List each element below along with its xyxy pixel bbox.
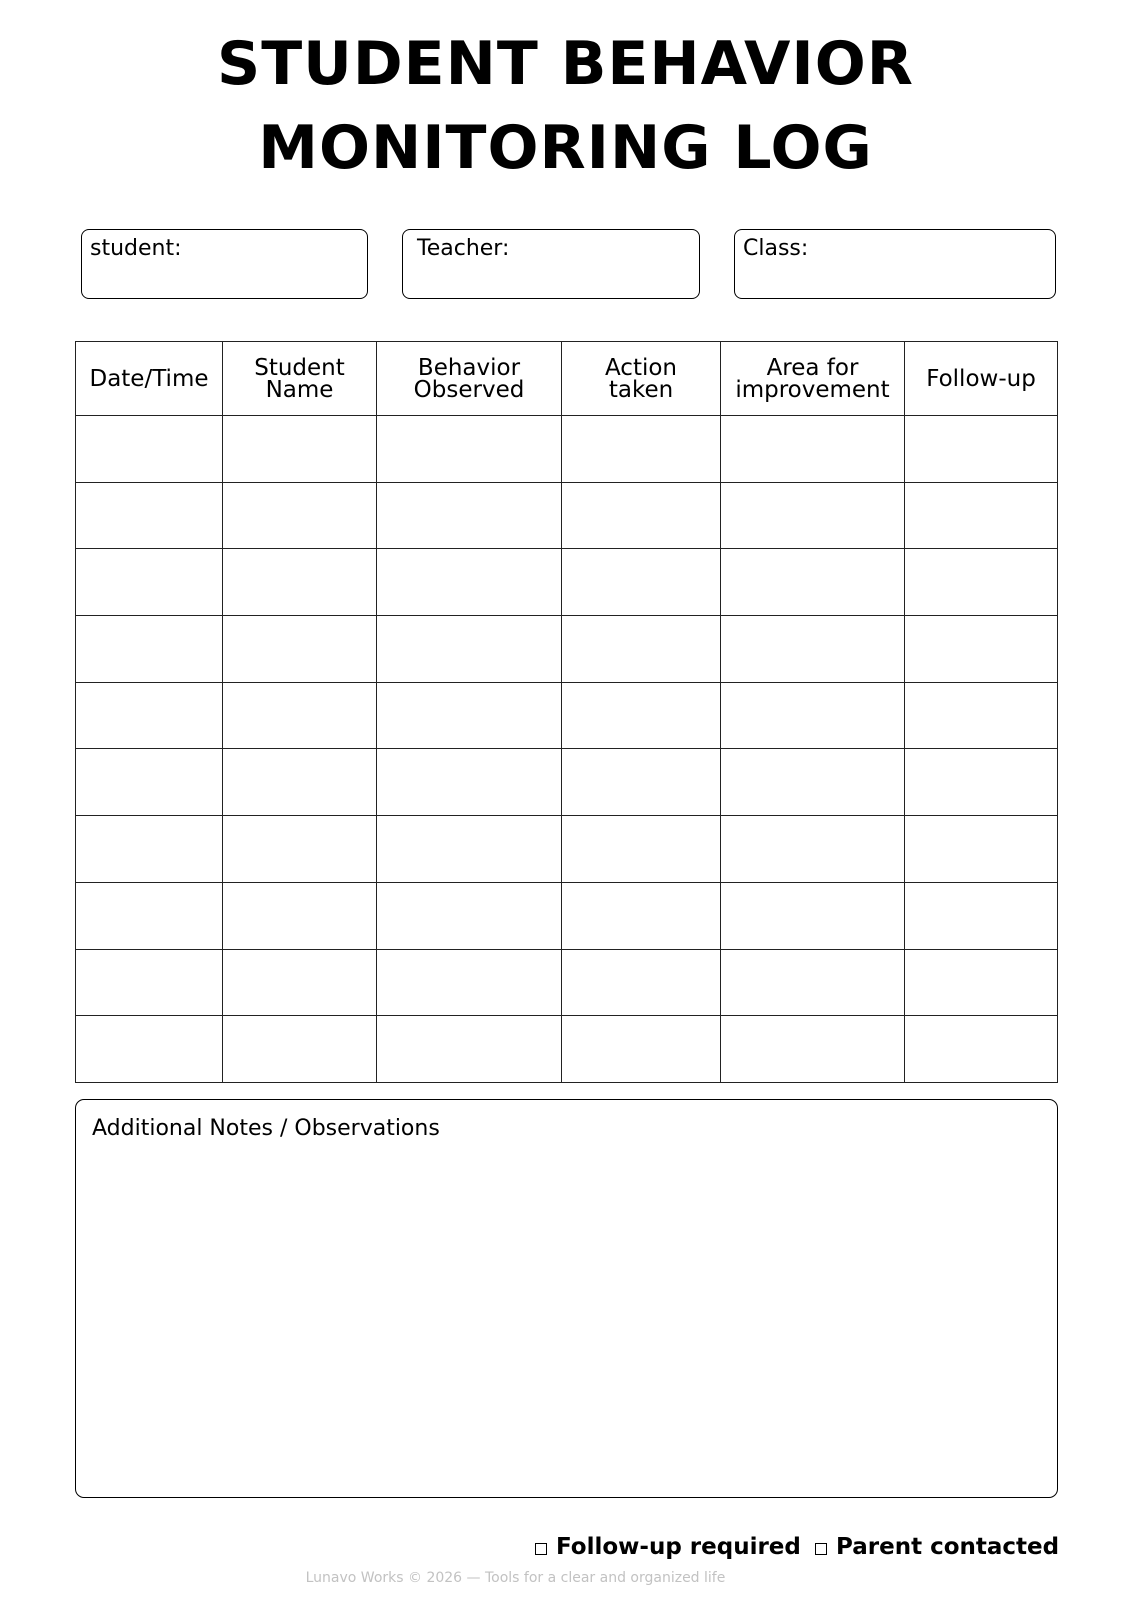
header-student-name: Student Name — [223, 342, 377, 416]
cell-area-for-improvement[interactable] — [721, 482, 905, 549]
cell-behavior-observed[interactable] — [377, 1016, 562, 1083]
cell-area-for-improvement[interactable] — [721, 549, 905, 616]
cell-date-time[interactable] — [76, 416, 223, 483]
cell-area-for-improvement[interactable] — [721, 416, 905, 483]
table-row — [76, 1016, 1058, 1083]
table-row — [76, 682, 1058, 749]
cell-behavior-observed[interactable] — [377, 616, 562, 683]
cell-student-name[interactable] — [223, 949, 377, 1016]
table-row — [76, 949, 1058, 1016]
cell-action-taken[interactable] — [562, 616, 721, 683]
notes-label: Additional Notes / Observations — [92, 1116, 440, 1141]
cell-date-time[interactable] — [76, 482, 223, 549]
class-field-label: Class: — [743, 236, 809, 261]
cell-follow-up[interactable] — [905, 749, 1058, 816]
cell-area-for-improvement[interactable] — [721, 616, 905, 683]
teacher-field-label: Teacher: — [417, 236, 510, 261]
behavior-log-table — [75, 341, 1058, 1083]
cell-date-time[interactable] — [76, 882, 223, 949]
cell-behavior-observed[interactable] — [377, 949, 562, 1016]
cell-follow-up[interactable] — [905, 1016, 1058, 1083]
cell-area-for-improvement[interactable] — [721, 949, 905, 1016]
cell-student-name[interactable] — [223, 882, 377, 949]
table-row — [76, 882, 1058, 949]
cell-date-time[interactable] — [76, 549, 223, 616]
notes-box[interactable] — [75, 1099, 1058, 1498]
table-header-row — [76, 342, 1058, 416]
cell-student-name[interactable] — [223, 416, 377, 483]
cell-date-time[interactable] — [76, 816, 223, 883]
cell-action-taken[interactable] — [562, 682, 721, 749]
follow-up-required-option[interactable] — [535, 1534, 801, 1560]
follow-up-required-checkbox[interactable] — [535, 1543, 547, 1555]
class-field[interactable] — [734, 229, 1056, 299]
cell-action-taken[interactable] — [562, 882, 721, 949]
cell-action-taken[interactable] — [562, 1016, 721, 1083]
cell-follow-up[interactable] — [905, 416, 1058, 483]
cell-area-for-improvement[interactable] — [721, 882, 905, 949]
cell-area-for-improvement[interactable] — [721, 682, 905, 749]
table-row — [76, 749, 1058, 816]
cell-follow-up[interactable] — [905, 949, 1058, 1016]
cell-follow-up[interactable] — [905, 482, 1058, 549]
follow-up-required-label: Follow-up required — [556, 1534, 801, 1560]
cell-behavior-observed[interactable] — [377, 749, 562, 816]
table-row — [76, 416, 1058, 483]
cell-behavior-observed[interactable] — [377, 549, 562, 616]
cell-action-taken[interactable] — [562, 816, 721, 883]
page-title-line1: STUDENT BEHAVIOR — [217, 29, 914, 99]
cell-behavior-observed[interactable] — [377, 882, 562, 949]
cell-behavior-observed[interactable] — [377, 682, 562, 749]
cell-follow-up[interactable] — [905, 549, 1058, 616]
header-action-taken: Action taken — [562, 342, 721, 416]
parent-contacted-option[interactable] — [815, 1534, 1059, 1560]
cell-date-time[interactable] — [76, 616, 223, 683]
cell-student-name[interactable] — [223, 749, 377, 816]
table-row — [76, 482, 1058, 549]
cell-student-name[interactable] — [223, 682, 377, 749]
footer-credit: Lunavo Works © 2026 — Tools for a clear and organized life — [305, 1570, 726, 1586]
cell-behavior-observed[interactable] — [377, 816, 562, 883]
student-field-label: student: — [90, 236, 182, 261]
cell-behavior-observed[interactable] — [377, 482, 562, 549]
parent-contacted-checkbox[interactable] — [815, 1543, 827, 1555]
cell-action-taken[interactable] — [562, 482, 721, 549]
cell-date-time[interactable] — [76, 682, 223, 749]
table-row — [76, 616, 1058, 683]
parent-contacted-label: Parent contacted — [836, 1534, 1060, 1560]
header-follow-up: Follow-up — [905, 342, 1058, 416]
cell-action-taken[interactable] — [562, 549, 721, 616]
cell-date-time[interactable] — [76, 949, 223, 1016]
page-title-line2: MONITORING LOG — [258, 113, 873, 183]
cell-student-name[interactable] — [223, 482, 377, 549]
cell-area-for-improvement[interactable] — [721, 1016, 905, 1083]
cell-follow-up[interactable] — [905, 682, 1058, 749]
header-behavior-observed: Behavior Observed — [377, 342, 562, 416]
header-area-for-improvement: Area for improvement — [721, 342, 905, 416]
table-row — [76, 816, 1058, 883]
cell-follow-up[interactable] — [905, 816, 1058, 883]
teacher-field[interactable] — [402, 229, 700, 299]
cell-action-taken[interactable] — [562, 749, 721, 816]
cell-student-name[interactable] — [223, 1016, 377, 1083]
cell-follow-up[interactable] — [905, 882, 1058, 949]
cell-behavior-observed[interactable] — [377, 416, 562, 483]
cell-student-name[interactable] — [223, 816, 377, 883]
cell-date-time[interactable] — [76, 1016, 223, 1083]
cell-date-time[interactable] — [76, 749, 223, 816]
cell-student-name[interactable] — [223, 549, 377, 616]
cell-area-for-improvement[interactable] — [721, 816, 905, 883]
cell-action-taken[interactable] — [562, 416, 721, 483]
cell-follow-up[interactable] — [905, 616, 1058, 683]
header-date-time: Date/Time — [76, 342, 223, 416]
cell-area-for-improvement[interactable] — [721, 749, 905, 816]
student-field[interactable] — [81, 229, 368, 299]
table-row — [76, 549, 1058, 616]
cell-student-name[interactable] — [223, 616, 377, 683]
cell-action-taken[interactable] — [562, 949, 721, 1016]
